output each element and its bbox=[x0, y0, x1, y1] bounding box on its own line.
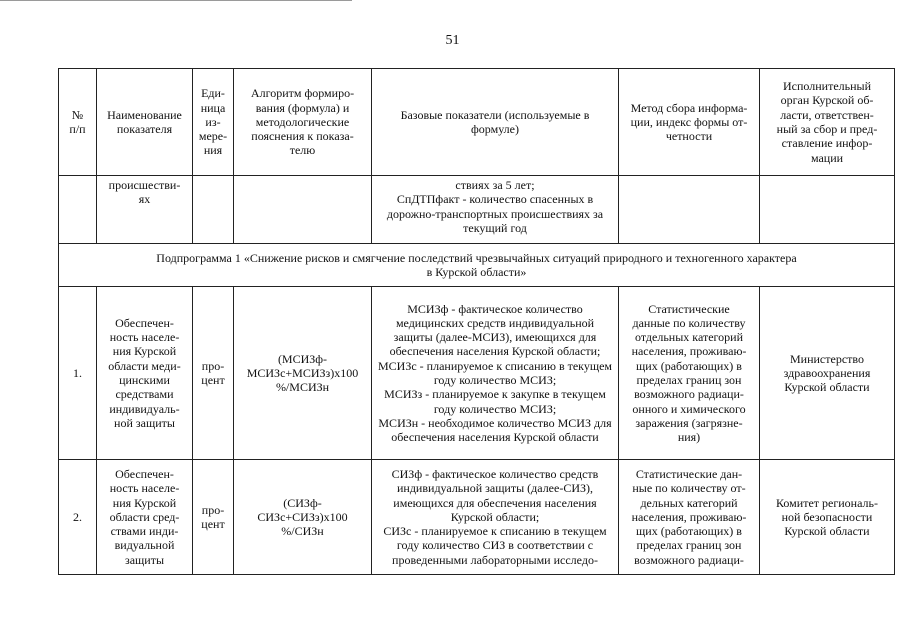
continuation-unit bbox=[193, 176, 234, 244]
header-name: Наименование показателя bbox=[97, 69, 193, 176]
header-algorithm: Алгоритм формиро- вания (формула) и методологические пояснения к показа- телю bbox=[234, 69, 372, 176]
row-num: 1. bbox=[59, 287, 97, 460]
continuation-executor bbox=[760, 176, 895, 244]
row-executor: Министерство здравоохранения Курской области bbox=[760, 287, 895, 460]
page-number: 51 bbox=[445, 33, 460, 48]
row-executor: Комитет региональ- ной безопасности Курской области bbox=[760, 460, 895, 575]
header-method: Метод сбора информа- ции, индекс формы от- четности bbox=[619, 69, 760, 176]
header-base: Базовые показатели (используемые в формуле) bbox=[372, 69, 619, 176]
table-header-row bbox=[59, 69, 895, 176]
row-formula: (СИЗф- СИЗс+СИЗз)х100 %/СИЗн bbox=[234, 460, 372, 575]
continuation-num bbox=[59, 176, 97, 244]
subprogram-row bbox=[59, 244, 895, 287]
continuation-base: ствиях за 5 лет; СпДТПфакт - количество спасенных в дорожно-транспортных происшествиях за текущий год bbox=[372, 176, 619, 244]
row-name: Обеспечен- ность населе- ния Курской области сред- ствами инди- видуальной защиты bbox=[97, 460, 193, 575]
continuation-row bbox=[59, 176, 895, 244]
row-num: 2. bbox=[59, 460, 97, 575]
subprogram-title: Подпрограмма 1 «Снижение рисков и смягчение последствий чрезвычайных ситуаций природного и техногенного характера в Курской области» bbox=[59, 244, 895, 287]
continuation-formula bbox=[234, 176, 372, 244]
header-unit: Еди- ница из- мере- ния bbox=[193, 69, 234, 176]
continuation-name: происшестви- ях bbox=[97, 176, 193, 244]
header-num: № п/п bbox=[59, 69, 97, 176]
row-unit: про- цент bbox=[193, 287, 234, 460]
top-rule bbox=[0, 0, 352, 1]
continuation-method bbox=[619, 176, 760, 244]
row-unit: про- цент bbox=[193, 460, 234, 575]
table-row bbox=[59, 287, 895, 460]
row-method: Статистические данные по количеству отдельных категорий населения, проживаю- щих (работающих) в пределах границ зон возможного радиаци- онного и химического заражения (загрязне- ния) bbox=[619, 287, 760, 460]
row-method: Статистические дан- ные по количеству от- дельных категорий населения, проживаю- щих (работающих) в пределах границ зон возможного радиаци- bbox=[619, 460, 760, 575]
row-base: СИЗф - фактическое количество средств индивидуальной защиты (далее-СИЗ), имеющихся для обеспечения населения Курской области; СИЗс - планируемое к списанию в текущем году количество СИЗ в соответствии с проведенными лабораторными исследо- bbox=[372, 460, 619, 575]
row-name: Обеспечен- ность населе- ния Курской области меди- цинскими средствами индивидуаль- ной защиты bbox=[97, 287, 193, 460]
row-formula: (МСИЗф- МСИЗс+МСИЗз)х100 %/МСИЗн bbox=[234, 287, 372, 460]
row-base: МСИЗф - фактическое количество медицинских средств индивидуальной защиты (далее-МСИЗ), имеющихся для обеспечения населения Курской области; МСИЗс - планируемое к списанию в текущем году количество МСИЗ; МСИЗз - планируемое к закупке в текущем году количество МСИЗ; МСИЗн - необходимое количество МСИЗ для обеспечения населения Курской области bbox=[372, 287, 619, 460]
indicators-table bbox=[58, 68, 895, 575]
header-executor: Исполнительный орган Курской об- ласти, ответствен- ный за сбор и пред- ставление инфор- мации bbox=[760, 69, 895, 176]
table-row bbox=[59, 460, 895, 575]
